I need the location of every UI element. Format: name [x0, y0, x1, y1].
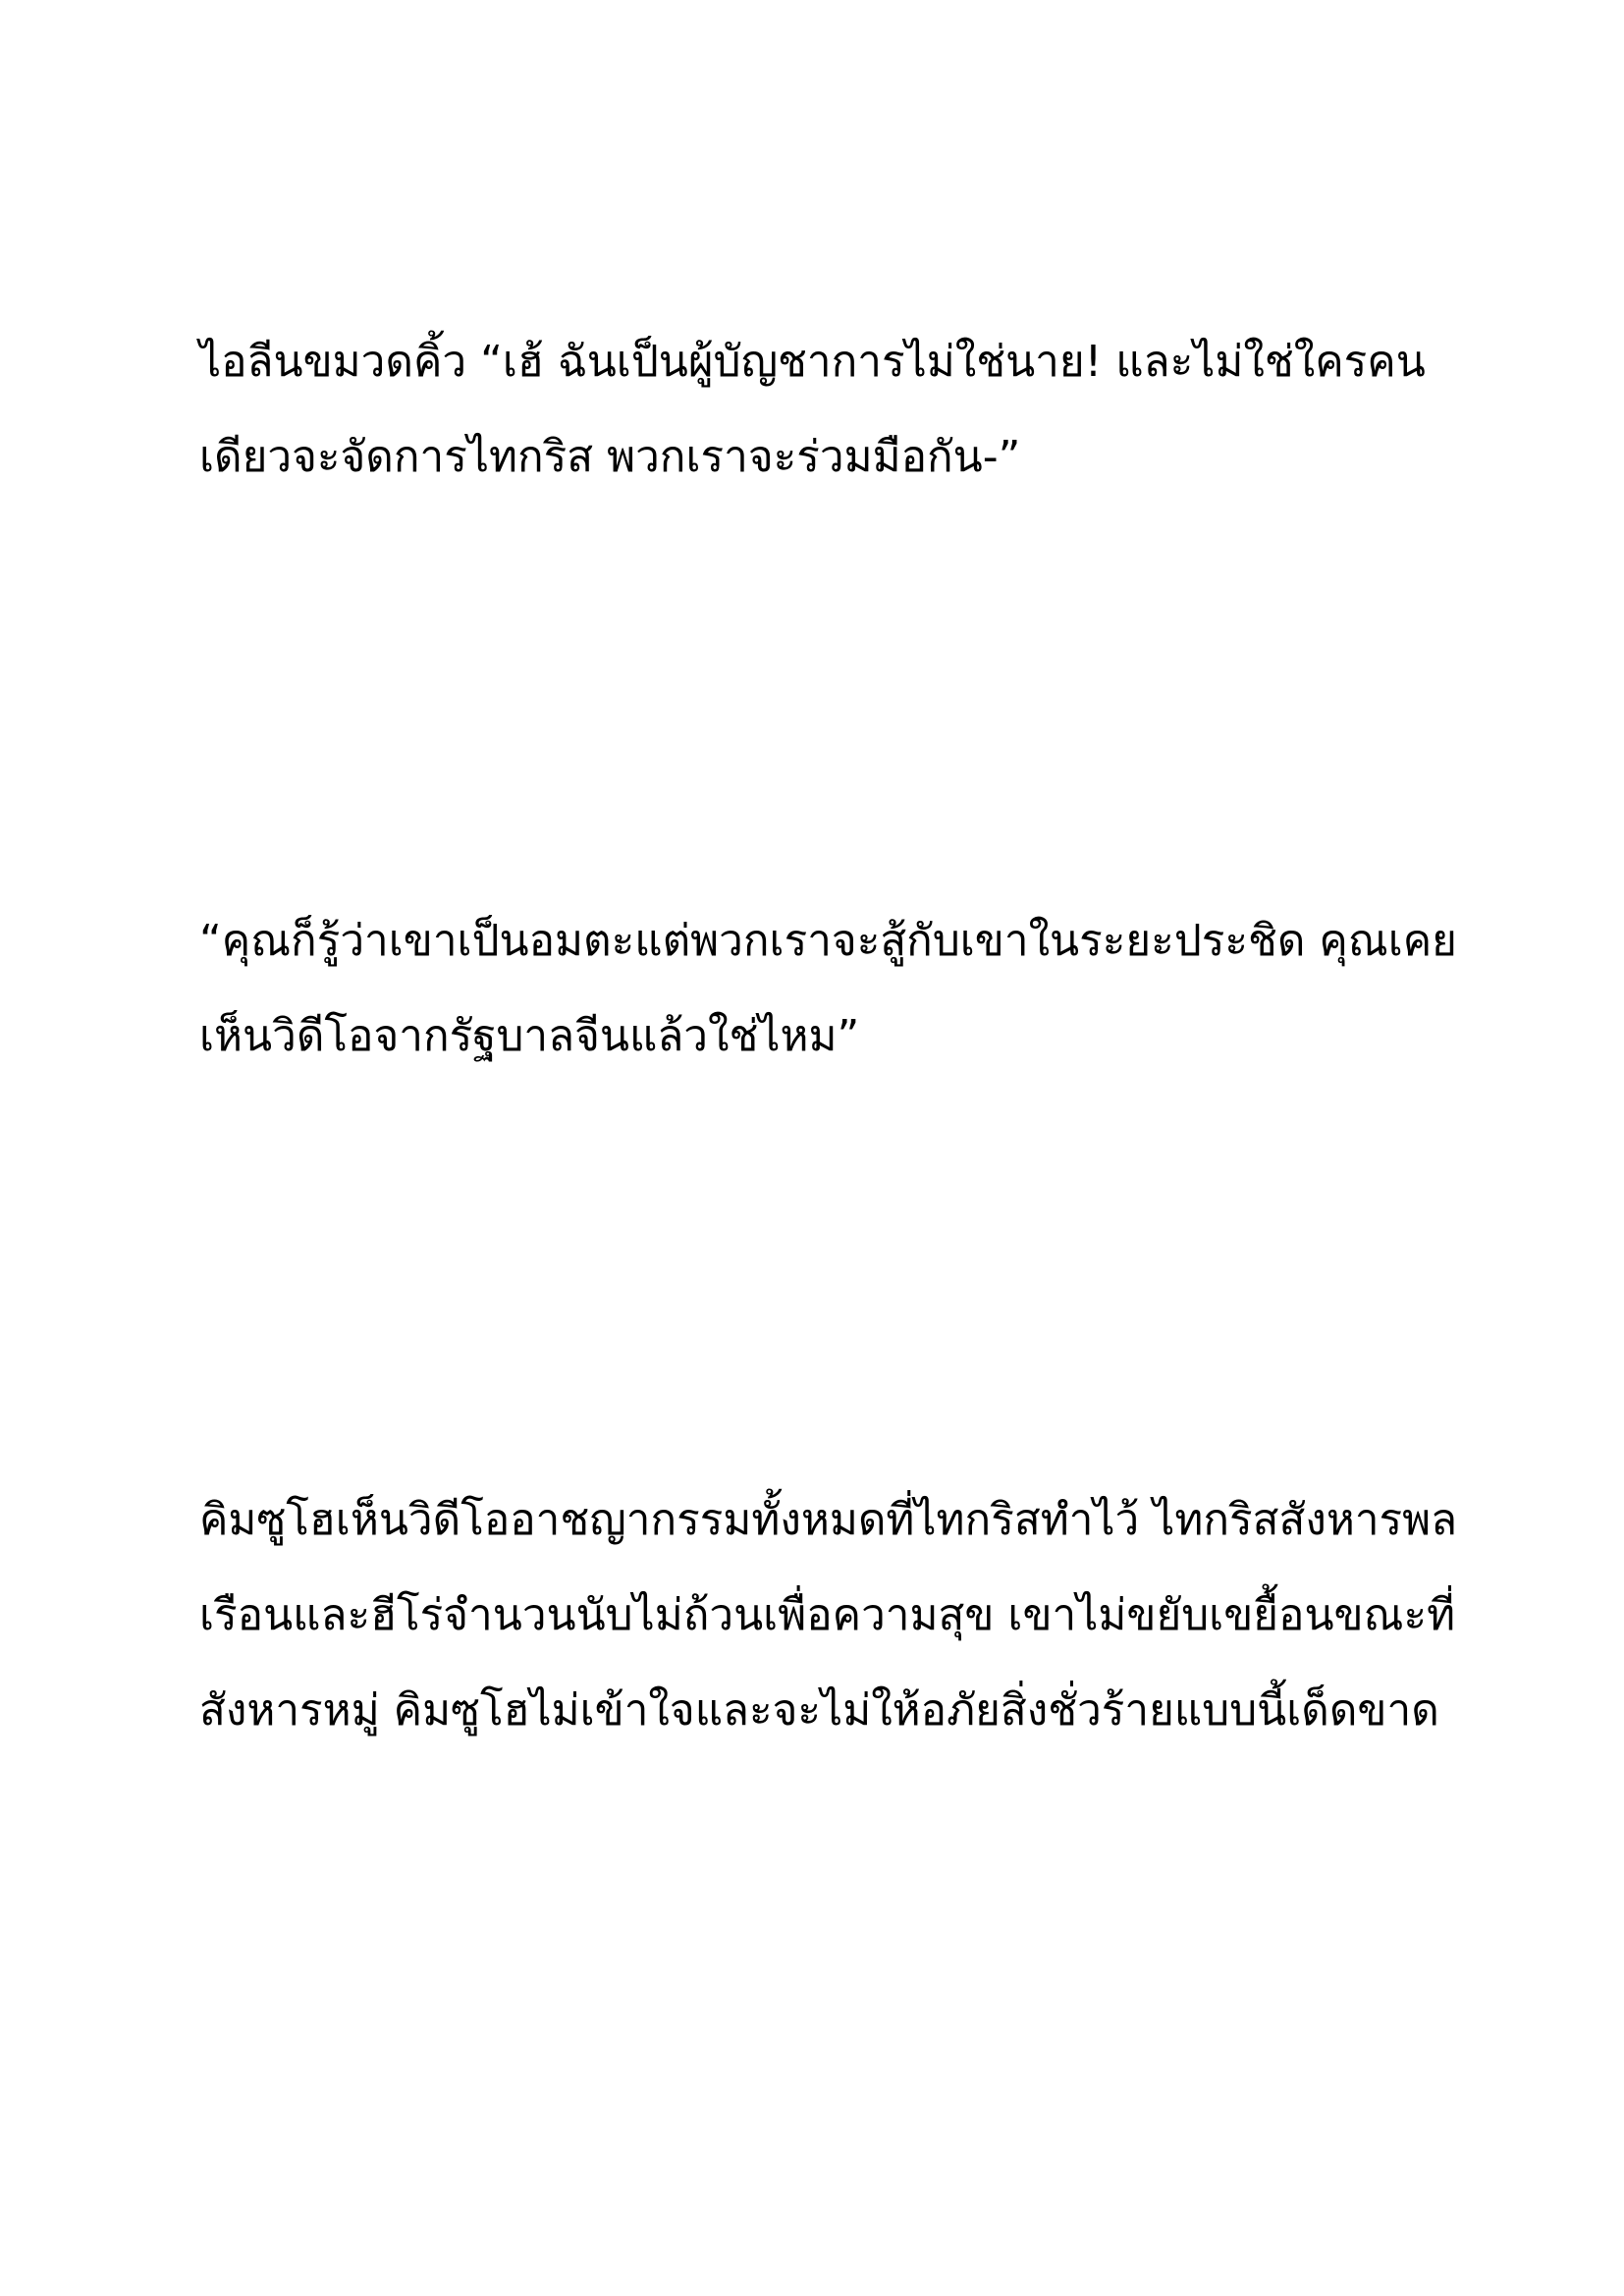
paragraph-line: “คุณก็รู้ว่าเขาเป็นอมตะแต่พวกเราจะสู้กับเขาในระยะประชิด คุณเคย — [199, 916, 1457, 966]
paragraph-2 — [199, 893, 1457, 1084]
paragraph-line: เห็นวิดีโอจากรัฐบาลจีนแล้วใช่ไหม” — [199, 1011, 860, 1061]
paragraph-line: เดียวจะจัดการไทกริส พวกเราจะร่วมมือกัน-” — [199, 432, 1021, 482]
paragraph-1 — [199, 314, 1427, 505]
paragraph-line: สังหารหมู่ คิมซูโฮไม่เข้าใจและจะไม่ให้อภัยสิ่งชั่วร้ายแบบนี้เด็ดขาด — [199, 1685, 1439, 1735]
paragraph-line: คิมซูโฮเห็นวิดีโออาชญากรรมทั้งหมดที่ไทกริสทำไว้ ไทกริสสังหารพล — [199, 1495, 1458, 1545]
paragraph-line: ไอลีนขมวดคิ้ว “เฮ้ ฉันเป็นผู้บัญชาการไม่ใช่นาย! และไม่ใช่ใครคน — [199, 337, 1426, 387]
paragraph-line: เรือนและฮีโร่จำนวนนับไม่ถ้วนเพื่อความสุข เขาไม่ขยับเขยื้อนขณะที่ — [199, 1590, 1456, 1640]
paragraph-3 — [199, 1472, 1458, 1758]
